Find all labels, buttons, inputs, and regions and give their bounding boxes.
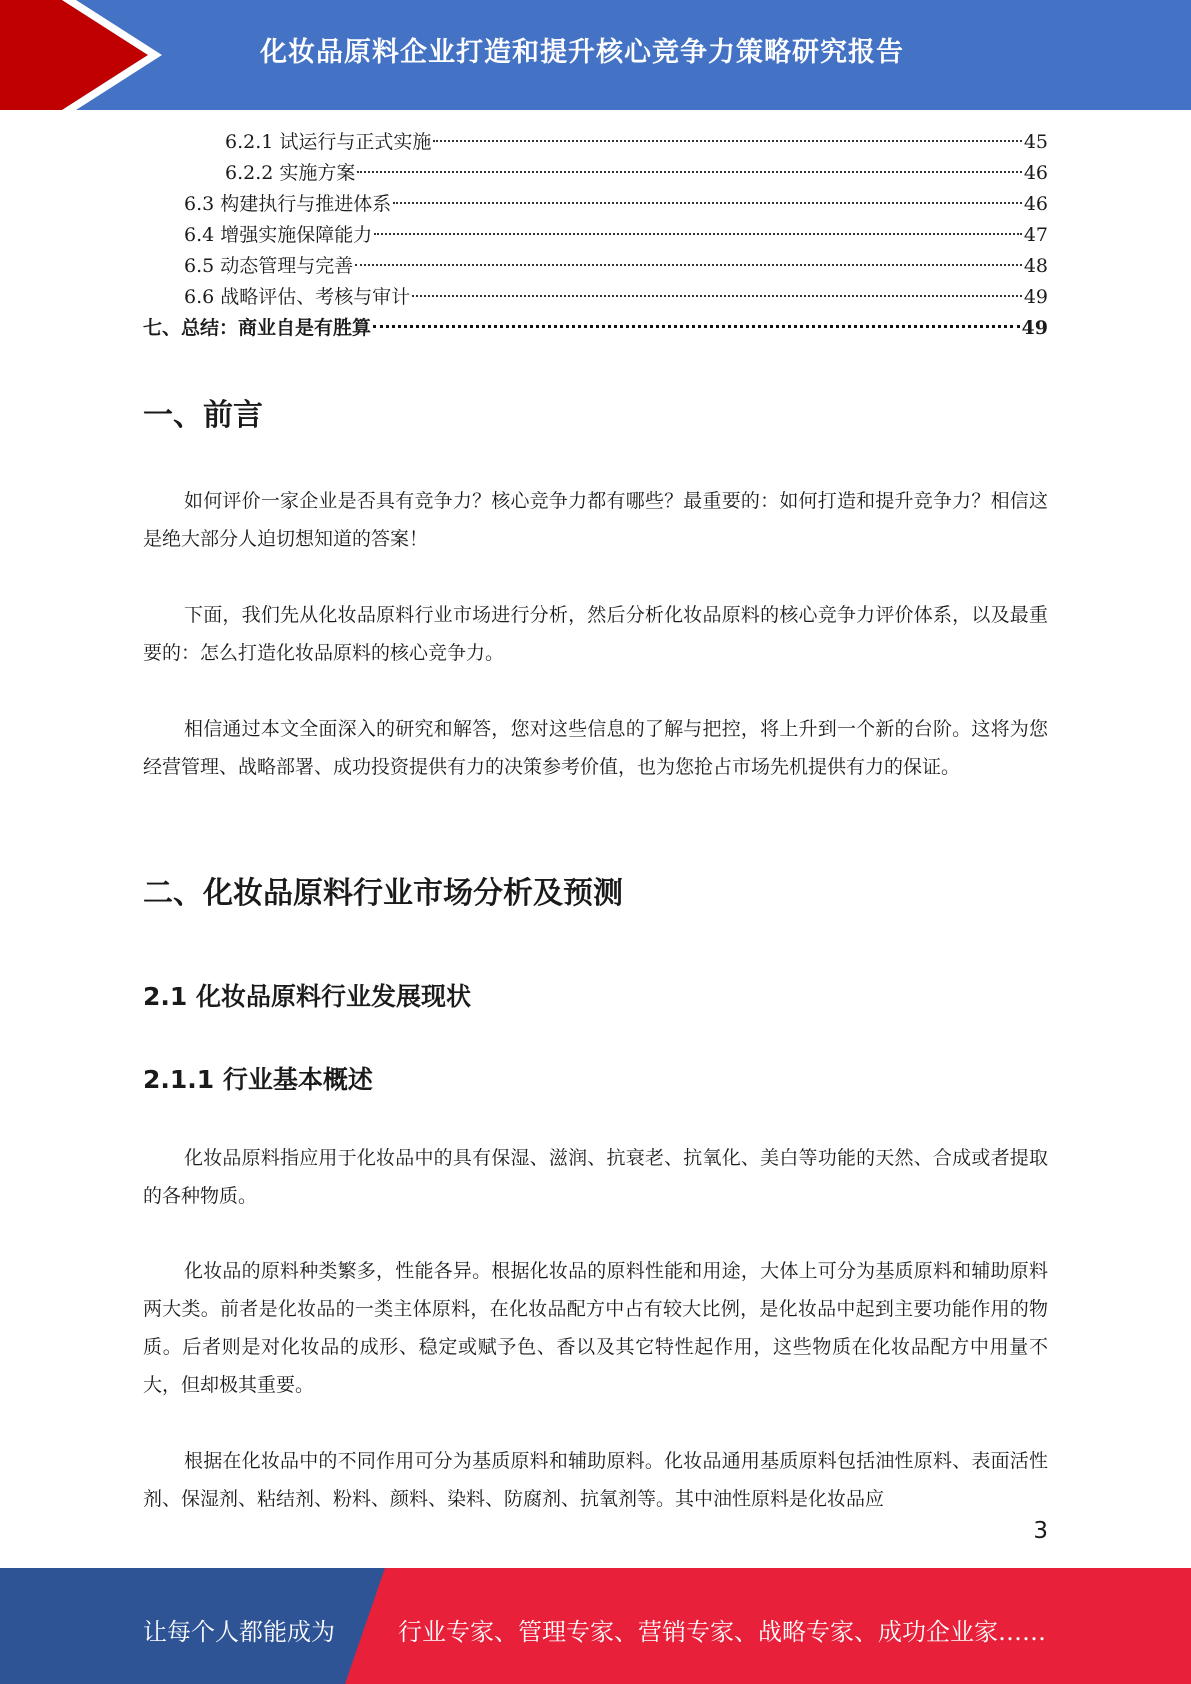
report-title: 化妆品原料企业打造和提升核心竞争力策略研究报告 — [260, 37, 904, 68]
table-of-contents — [143, 127, 1048, 344]
toc-entry-page: 46 — [1023, 193, 1048, 215]
toc-entry-page: 49 — [1023, 286, 1048, 308]
toc-leader-dots — [393, 202, 1022, 204]
body-paragraph: 如何评价一家企业是否具有竞争力？核心竞争力都有哪些？最重要的：如何打造和提升竞争力？相信这是绝大部分人迫切想知道的答案！ — [143, 490, 1048, 550]
toc-entry-page: 48 — [1023, 255, 1048, 277]
toc-entry[interactable] — [143, 251, 1048, 282]
subsection-heading: 2.1.1 行业基本概述 — [143, 1065, 373, 1094]
toc-entry-label: 6.5 动态管理与完善 — [184, 255, 354, 277]
toc-entry-label: 七、总结：商业自是有胜算 — [143, 317, 372, 339]
toc-entry-label: 6.3 构建执行与推进体系 — [184, 193, 392, 215]
toc-entry[interactable] — [143, 127, 1048, 158]
body-paragraph: 化妆品原料指应用于化妆品中的具有保湿、滋润、抗衰老、抗氧化、美白等功能的天然、合成或者提取的各种物质。 — [143, 1147, 1048, 1207]
section-heading: 二、化妆品原料行业市场分析及预测 — [143, 876, 623, 911]
toc-entry-label: 6.4 增强实施保障能力 — [184, 224, 373, 246]
body-paragraph: 根据在化妆品中的不同作用可分为基质原料和辅助原料。化妆品通用基质原料包括油性原料、表面活性剂、保湿剂、粘结剂、粉料、颜料、染料、防腐剂、抗氧剂等。其中油性原料是化妆品应 — [143, 1450, 1048, 1510]
toc-leader-dots — [355, 264, 1022, 266]
page-footer — [0, 1568, 1191, 1684]
header-chevron-decoration — [0, 0, 200, 110]
body-paragraph: 相信通过本文全面深入的研究和解答，您对这些信息的了解与把控，将上升到一个新的台阶。这将为您经营管理、战略部署、成功投资提供有力的决策参考价值，也为您抢占市场先机提供有力的保证。 — [143, 718, 1048, 778]
footer-slogan-left: 让每个人都能成为 — [143, 1618, 335, 1646]
toc-entry-page: 45 — [1023, 131, 1048, 153]
toc-entry[interactable] — [143, 220, 1048, 251]
page-number: 3 — [1033, 1518, 1048, 1544]
toc-leader-dots — [412, 295, 1022, 297]
toc-leader-dots — [374, 233, 1022, 235]
toc-leader-dots — [357, 171, 1021, 173]
toc-entry-page: 49 — [1021, 317, 1048, 339]
page-header — [0, 0, 1191, 110]
toc-entry-label: 6.2.2 实施方案 — [225, 162, 356, 184]
toc-leader-dots — [373, 325, 1020, 328]
toc-entry[interactable] — [143, 158, 1048, 189]
toc-entry-label: 6.2.1 试运行与正式实施 — [225, 131, 432, 153]
body-paragraph: 下面，我们先从化妆品原料行业市场进行分析，然后分析化妆品原料的核心竞争力评价体系，以及最重要的：怎么打造化妆品原料的核心竞争力。 — [143, 604, 1048, 664]
toc-entry-page: 46 — [1023, 162, 1048, 184]
subsection-heading: 2.1 化妆品原料行业发展现状 — [143, 982, 471, 1011]
toc-leader-dots — [433, 140, 1021, 142]
toc-entry[interactable] — [143, 282, 1048, 313]
toc-entry-label: 6.6 战略评估、考核与审计 — [184, 286, 411, 308]
toc-entry[interactable] — [143, 189, 1048, 220]
footer-slogan-right: 行业专家、管理专家、营销专家、战略专家、成功企业家…… — [398, 1618, 1046, 1646]
toc-entry-page: 47 — [1023, 224, 1048, 246]
body-paragraph: 化妆品的原料种类繁多，性能各异。根据化妆品的原料性能和用途，大体上可分为基质原料和辅助原料两大类。前者是化妆品的一类主体原料，在化妆品配方中占有较大比例，是化妆品中起到主要功能作用的物质。后者则是对化妆品的成形、稳定或赋予色、香以及其它特性起作用，这些物质在化妆品配方中用量不大，但却极其重要。 — [143, 1260, 1048, 1396]
section-heading: 一、前言 — [143, 398, 263, 433]
toc-entry-chapter[interactable] — [143, 313, 1048, 344]
